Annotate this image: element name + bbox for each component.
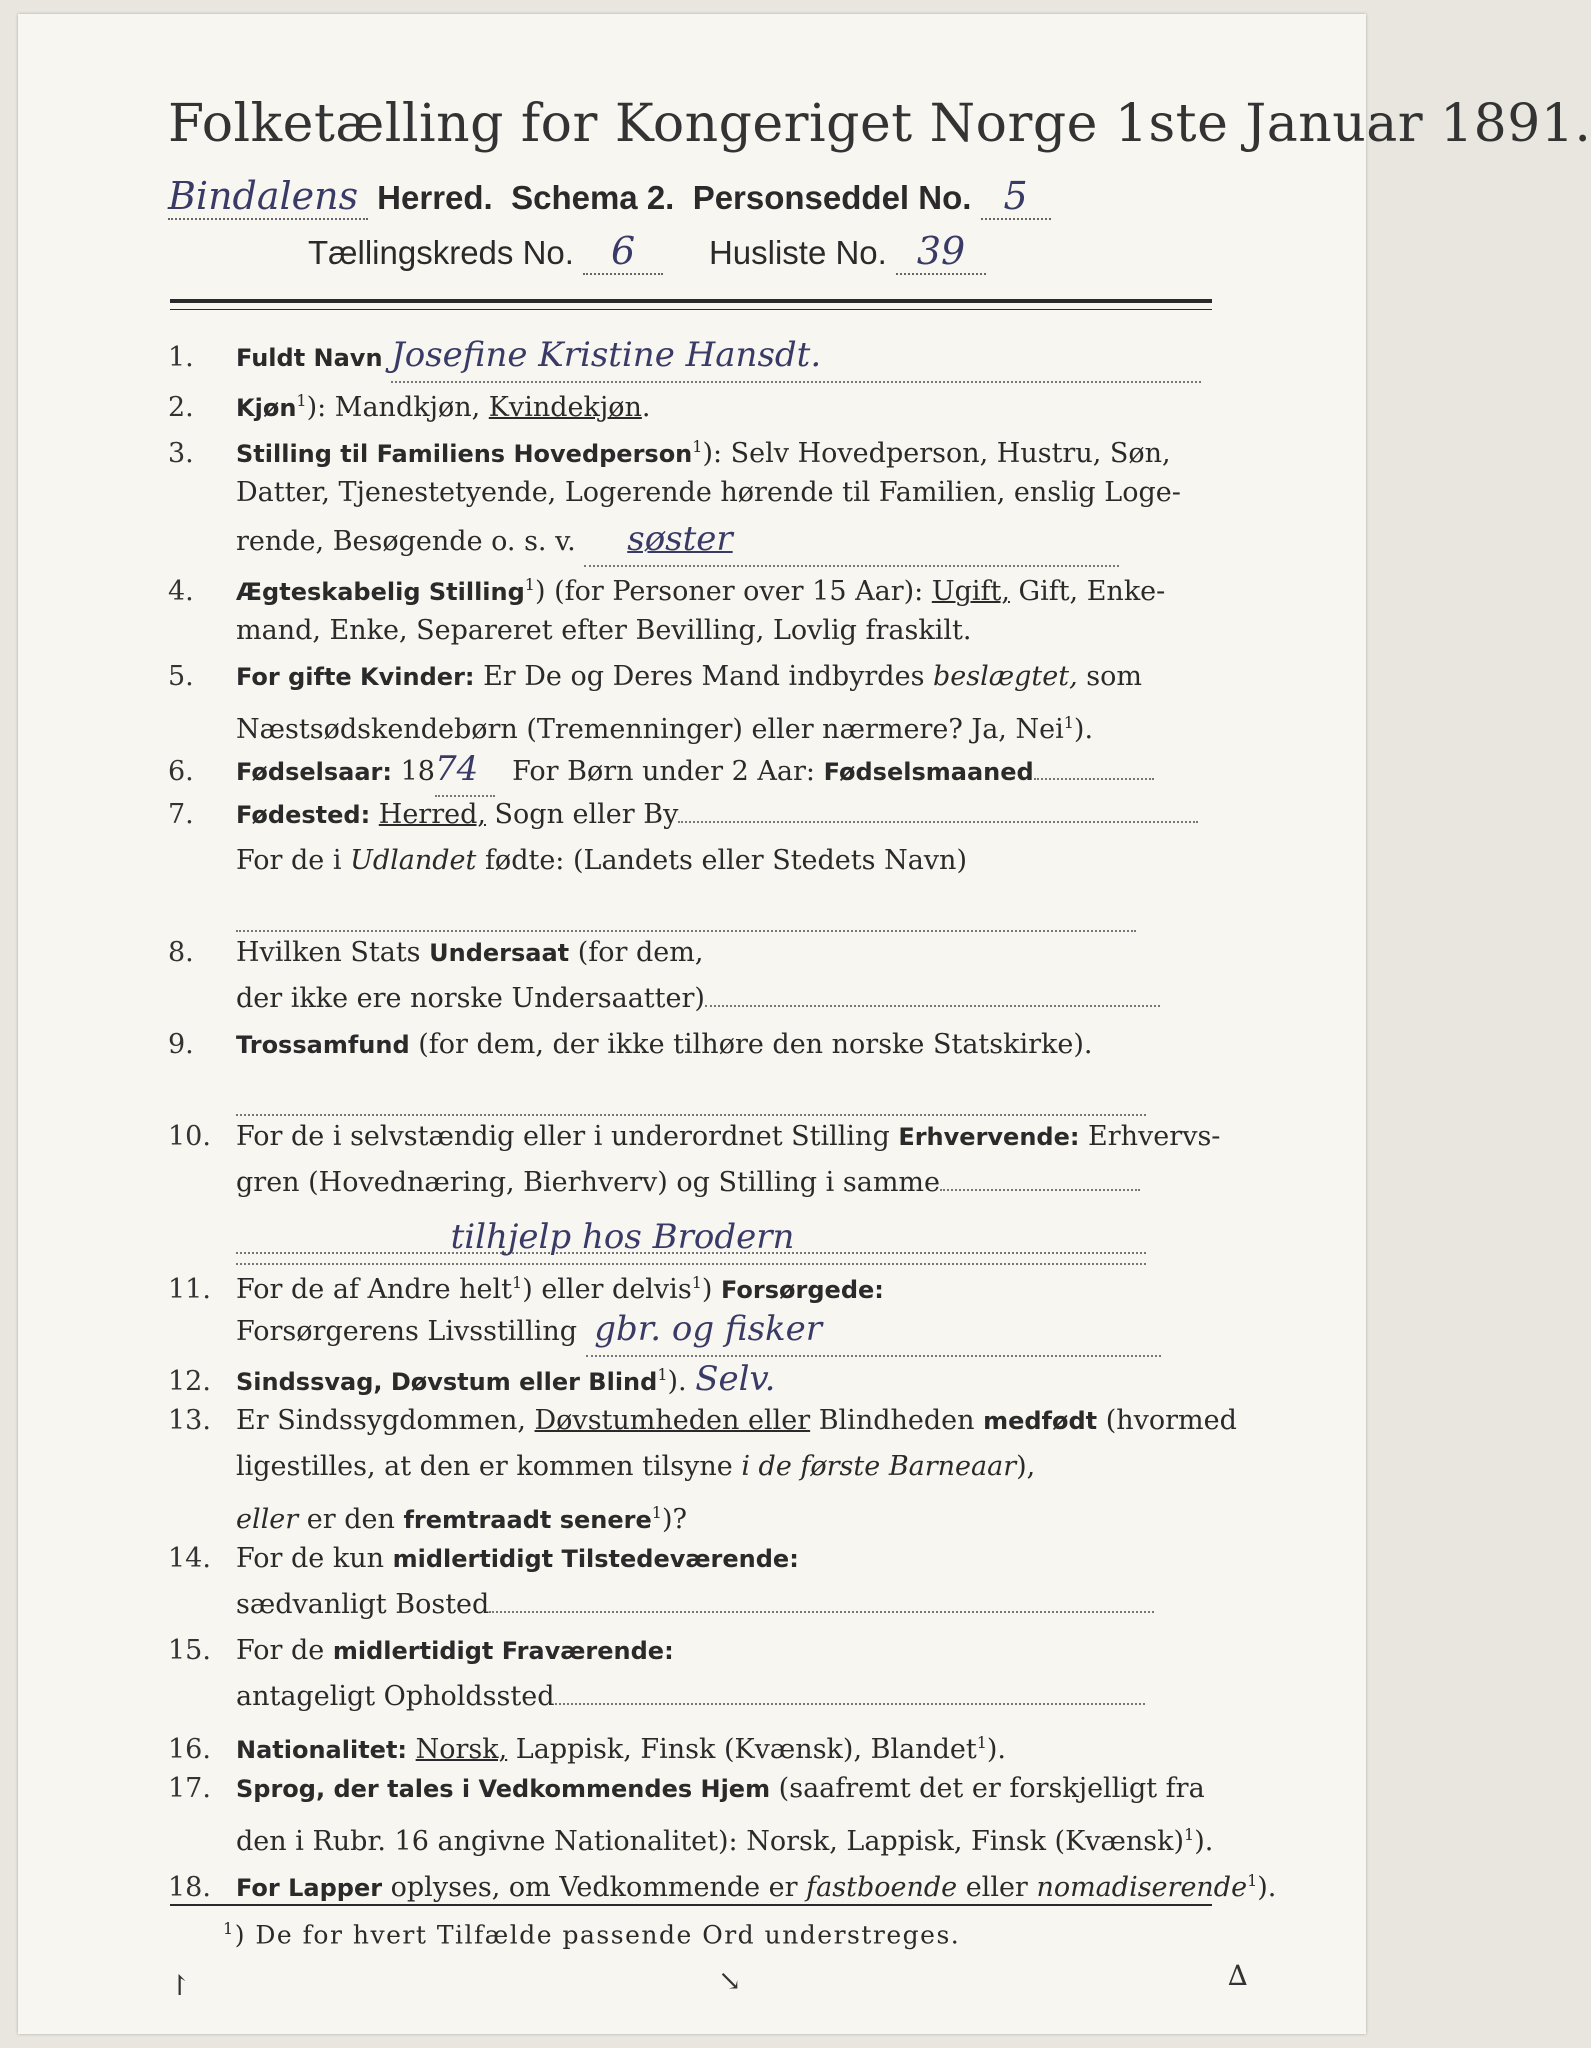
question-10: 10. For de i selvstændig eller i underordnet Stilling Erhvervende: Erhvervs- <box>168 1114 1218 1160</box>
religion-field <box>236 1068 1146 1116</box>
header-rule-thin <box>170 309 1212 310</box>
question-number: 13. <box>168 1405 211 1436</box>
full-name-label: Fuldt Navn <box>236 344 383 372</box>
question-number: 1. <box>168 342 194 373</box>
married-women-label: For gifte Kvinder: <box>236 663 475 691</box>
question-number: 9. <box>168 1029 194 1060</box>
personseddel-number: 5 <box>1003 174 1028 218</box>
question-3: 3. Stilling til Familiens Hovedperson$^1$): Selv Hovedperson, Hustru, Søn, <box>168 424 1218 477</box>
header-rule-thick <box>170 299 1212 303</box>
question-number: 17. <box>168 1773 211 1804</box>
birth-year-label: Fødselsaar: <box>236 758 392 786</box>
herred-name: Bindalens <box>168 174 359 218</box>
question-number: 2. <box>168 392 194 423</box>
husliste-number: 39 <box>916 229 966 273</box>
question-number: 4. <box>168 576 194 607</box>
question-12: 12. Sindssvag, Døvstum eller Blind$^1$). Selv. <box>168 1352 1218 1405</box>
question-number: 15. <box>168 1635 211 1666</box>
schema-label: Schema 2. <box>511 179 675 216</box>
family-position-label: Stilling til Familiens Hovedperson <box>236 440 693 468</box>
footnote: $^1$) De for hvert Tilfælde passende Ord understreges. <box>223 1919 961 1950</box>
question-number: 7. <box>168 799 194 830</box>
question-8: 8. Hvilken Stats Undersaat (for dem, <box>168 930 1218 976</box>
question-number: 16. <box>168 1734 211 1765</box>
occupation-label: Erhvervende: <box>898 1123 1080 1151</box>
question-number: 18. <box>168 1872 211 1903</box>
family-position-answer: søster <box>627 519 733 559</box>
birth-year-answer: 74 <box>434 749 479 789</box>
question-number: 6. <box>168 756 194 787</box>
question-number: 8. <box>168 937 194 968</box>
question-4: 4. Ægteskabelig Stilling$^1$) (for Personer over 15 Aar): Ugift, Gift, Enke- <box>168 562 1218 615</box>
question-16: 16. Nationalitet: Norsk, Lappisk, Finsk (Kvænsk), Blandet$^1$). <box>168 1720 1218 1773</box>
birthplace-answer-herred: Herred, <box>378 799 486 830</box>
question-2: 2. Kjøn$^1$): Mandkjøn, Kvindekjøn. <box>168 378 1218 431</box>
gender-label: Kjøn <box>236 394 297 422</box>
question-11: 11. For de af Andre helt$^1$) eller delvis$^1$) Forsørgede: <box>168 1260 1218 1313</box>
occupation-answer: tilhjelp hos Brodern <box>450 1217 795 1257</box>
religion-label: Trossamfund <box>236 1031 410 1059</box>
nationality-label: Nationalitet: <box>236 1736 408 1764</box>
later-onset-label: fremtraadt senere <box>403 1506 652 1534</box>
question-13: 13. Er Sindssygdommen, Døvstumheden eller Blindheden medfødt (hvormed <box>168 1398 1218 1444</box>
question-number: 5. <box>168 661 194 692</box>
question-9: 9. Trossamfund (for dem, der ikke tilhøre den norske Statskirke). <box>168 1022 1218 1068</box>
dependents-label: Forsørgede: <box>721 1276 884 1304</box>
disability-answer: Selv. <box>695 1359 776 1399</box>
taellingskreds-label: Tællingskreds No. <box>308 234 574 271</box>
herred-label: Herred. <box>377 179 493 216</box>
sami-label: For Lapper <box>236 1874 383 1902</box>
disability-label: Sindssvag, Døvstum eller Blind <box>236 1368 658 1396</box>
husliste-label: Husliste No. <box>708 234 887 271</box>
question-18: 18. For Lapper oplyses, om Vedkommende er fastboende eller nomadiserende$^1$). <box>168 1858 1218 1911</box>
provider-occupation-answer: gbr. og fisker <box>594 1309 823 1349</box>
birthplace-label: Fødested: <box>236 801 371 829</box>
corner-mark-center-icon: ↘ <box>718 1964 742 1997</box>
question-1 <box>168 332 1218 383</box>
marital-status-label: Ægteskabelig Stilling <box>236 578 525 606</box>
birthplace-abroad-field <box>236 884 1136 932</box>
gender-answer-kvindekjon: Kvindekjøn <box>488 392 642 423</box>
temporary-present-label: midlertidigt Tilstedeværende: <box>392 1545 799 1573</box>
form-title: Folketælling for Kongeriget Norge 1ste Januar 1891. <box>168 94 1591 154</box>
birth-month-label: Fødselsmaaned <box>823 758 1034 786</box>
question-number: 3. <box>168 438 194 469</box>
header-line-herred <box>168 174 1051 220</box>
language-label: Sprog, der tales i Vedkommendes Hjem <box>236 1775 771 1803</box>
question-number: 12. <box>168 1366 211 1397</box>
full-name-answer: Josefine Kristine Hansdt. <box>391 335 822 375</box>
question-17: 17. Sprog, der tales i Vedkommendes Hjem (saafremt det er forskjelligt fra <box>168 1766 1218 1812</box>
question-5: 5. For gifte Kvinder: Er De og Deres Mand indbyrdes beslægtet, som <box>168 654 1218 700</box>
taellingskreds-number: 6 <box>611 229 636 273</box>
question-number: 14. <box>168 1543 211 1574</box>
citizenship-label: Undersaat <box>429 939 570 967</box>
census-form-page: Folketælling for Kongeriget Norge 1ste Januar 1891. Bindalens Herred. Schema 2. Personseddel No. 5 Tællingskreds No. 6 Husliste No. 39 1. Fuldt Navn Josefine Kristine Hansdt. 2. Kjøn$^1$): Mandkjøn, Kvindekjøn. 3. Stilling til Familiens Hovedperson$^1$): Selv Hovedperson, Hustru, Søn, Datter, Tjenestetyende, Logerende hørende til Familien, enslig Loge- rende, Besøgende o. s. v. søster 4. Ægteskabelig Stilling$^1$) (for Personer over 15 Aar): Ugift, Gift, Enke- mand, Enke, Separeret efter Bevilling, Lovlig fraskilt. 5. For gifte Kvinder: Er De og Deres Mand indbyrdes beslægtet, som Næstsødskendebørn (Tremenninger) eller nærmere? Ja, Nei$^1$). 6. Fødselsaar: 1874 For Børn under 2 Aar: Fødselsmaaned 7. Fødested: Herred, Sogn eller By For de i Udlandet fødte: (Landets eller Stedets Navn) 8. Hvilken Stats Undersaat (for dem, der ikke ere norske Undersaatter) 9. Trossamfund (for dem, der ikke tilhøre den norske Statskirke). 10. For de i selvstændig eller i underordnet Stilling Erhvervende: Erhvervs- gren (Hovednæring, Bierhverv) og Stilling i samme tilhjelp hos Brodern 11. For de af Andre helt$^1$) eller delvis$^1$) Forsørgede: Forsørgerens Livsstilling gbr. og fisker 12. Sindssvag, Døvstum eller Blind$^1$). Selv. 13. Er Sindssygdommen, Døvstumheden eller Blindheden medfødt (hvormed ligestilles, at den er kommen tilsyne i de første Barneaar), eller er den fremtraadt senere$^1$)? 14. For de kun midlertidigt Tilstedeværende: sædvanligt Bosted 15. For de midlertidigt Fraværende: antageligt Opholdssted 16. Nationalitet: Norsk, Lappisk, Finsk (Kvænsk), Blandet$^1$). 17. Sprog, der tales i Vedkommendes Hjem (saafremt det er forskjelligt fra den i Rubr. 16 angivne Nationalitet): Norsk, Lappisk, Finsk (Kvænsk)$^1$). $^1$) De for hvert Tilfælde passende Ord understreges. 18. For Lapper oplyses, om Vedkommende er fastboende eller nomadiserende$^1$). ↾ ↘ ∆ <box>18 14 1366 2034</box>
question-6: 6. Fødselsaar: 1874 For Børn under 2 Aar: Fødselsmaaned <box>168 746 1218 797</box>
question-15: 15. For de midlertidigt Fraværende: <box>168 1628 1218 1674</box>
corner-mark-right-icon: ∆ <box>1228 1959 1248 1992</box>
question-14: 14. For de kun midlertidigt Tilstedeværende: <box>168 1536 1218 1582</box>
temporary-absent-label: midlertidigt Fraværende: <box>332 1637 674 1665</box>
nationality-answer-norsk: Norsk, <box>415 1734 508 1765</box>
header-line-kreds <box>308 229 986 275</box>
question-number: 10. <box>168 1121 211 1152</box>
congenital-label: medfødt <box>983 1407 1098 1435</box>
personseddel-label: Personseddel No. <box>692 179 972 216</box>
corner-mark-left-icon: ↾ <box>168 1969 192 2002</box>
question-7: 7. Fødested: Herred, Sogn eller By <box>168 792 1218 838</box>
question-number: 11. <box>168 1274 211 1305</box>
marital-answer-ugift: Ugift, <box>931 576 1010 607</box>
